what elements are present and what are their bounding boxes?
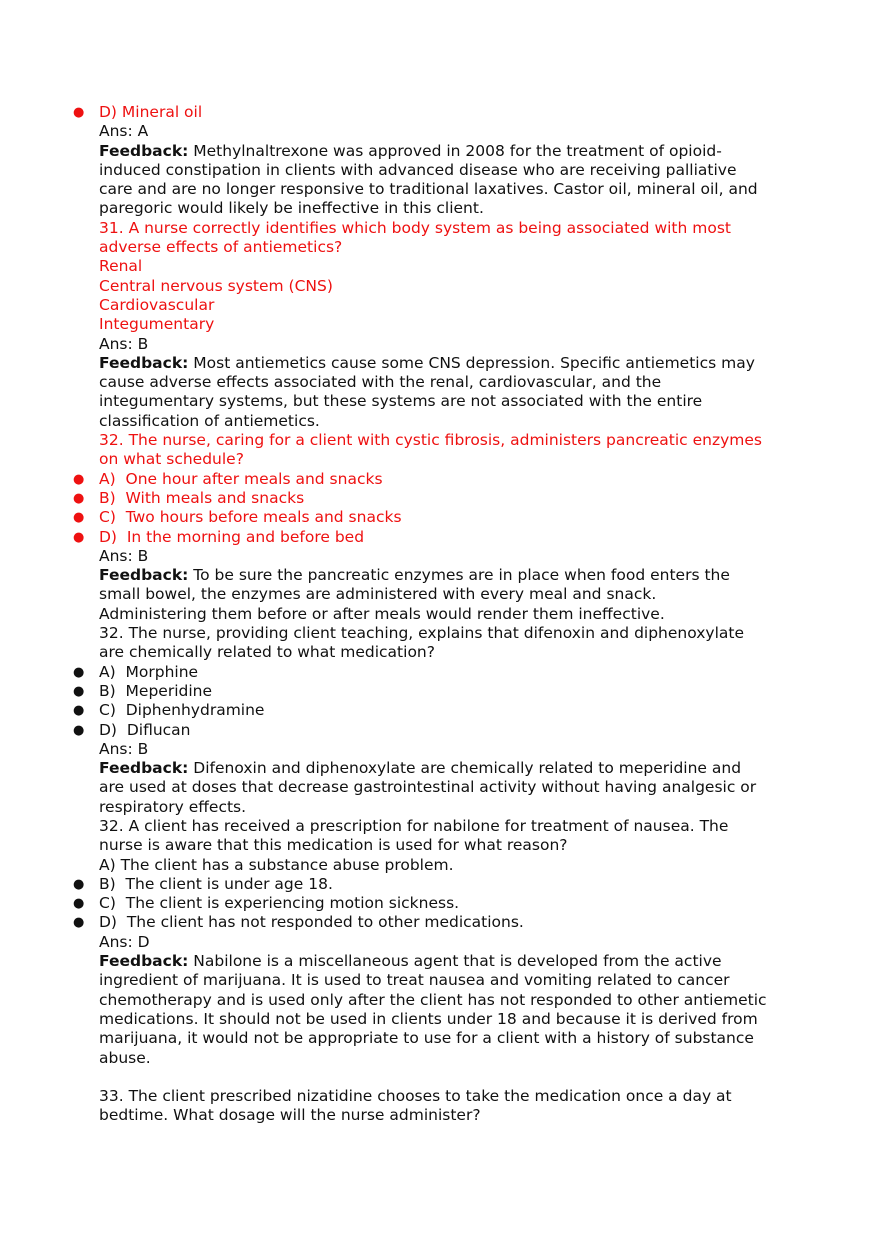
- q31-question-line-2: adverse effects of antiemetics?: [99, 238, 343, 257]
- q31-feedback-line-3: integumentary systems, but these systems are not associated with the entire: [99, 392, 703, 411]
- feedback-label: Feedback:: [99, 141, 189, 160]
- q32b-question-line-2: are chemically related to what medication?: [99, 643, 435, 662]
- feedback-label: Feedback:: [99, 952, 189, 971]
- q32a-option-a: ● A) One hour after meals and snacks: [99, 470, 799, 489]
- feedback-text: To be sure the pancreatic enzymes are in place when food enters the: [188, 566, 730, 585]
- blank-line: [99, 1068, 799, 1087]
- q32a-option-b: ● B) With meals and snacks: [99, 489, 799, 508]
- q30-answer: Ans: A: [99, 122, 149, 141]
- q33-question-line-1: 33. The client prescribed nizatidine chooses to take the medication once a day at: [99, 1087, 732, 1106]
- q32b-feedback-line-1: [99, 759, 799, 778]
- q31-option-1: Renal: [99, 257, 143, 276]
- q32c-feedback-line-1: [99, 952, 799, 971]
- q33-question-line-2: bedtime. What dosage will the nurse administer?: [99, 1106, 481, 1125]
- q32a-feedback-line-2: small bowel, the enzymes are administered with every meal and snack.: [99, 585, 657, 604]
- q32c-question-line-1: 32. A client has received a prescription for nabilone for treatment of nausea. The: [99, 816, 729, 835]
- q31-option-2: Central nervous system (CNS): [99, 276, 333, 295]
- feedback-text: Methylnaltrexone was approved in 2008 for the treatment of opioid-: [188, 141, 722, 160]
- q32c-option-b: ● B) The client is under age 18.: [99, 875, 799, 894]
- q32c-feedback-line-5: marijuana, it would not be appropriate to use for a client with a history of substance: [99, 1029, 754, 1048]
- q32a-answer: Ans: B: [99, 546, 149, 565]
- q32b-option-c: ● C) Diphenhydramine: [99, 701, 799, 720]
- q32a-option-d: ● D) In the morning and before bed: [99, 528, 799, 547]
- q32a-option-c: ● C) Two hours before meals and snacks: [99, 508, 799, 527]
- q32c-feedback-line-6: abuse.: [99, 1048, 151, 1067]
- feedback-text: Difenoxin and diphenoxylate are chemically related to meperidine and: [188, 759, 742, 778]
- q32c-feedback-line-3: chemotherapy and is used only after the client has not responded to other antiemetic: [99, 990, 767, 1009]
- q30-option-d: ● D) Mineral oil: [99, 103, 799, 122]
- q31-option-3: Cardiovascular: [99, 295, 215, 314]
- q30-feedback-line-1: [99, 142, 799, 161]
- feedback-label: Feedback:: [99, 353, 189, 372]
- q32a-feedback-line-3: Administering them before or after meals would render them ineffective.: [99, 604, 665, 623]
- q31-feedback-line-1: [99, 354, 799, 373]
- q32c-option-c: ● C) The client is experiencing motion sickness.: [99, 894, 799, 913]
- q30-feedback-line-4: paregoric would likely be ineffective in this client.: [99, 199, 484, 218]
- q32b-question-line-1: 32. The nurse, providing client teaching, explains that difenoxin and diphenoxylate: [99, 624, 745, 643]
- q30-feedback-line-3: care and are no longer responsive to traditional laxatives. Castor oil, mineral oil, and: [99, 180, 758, 199]
- feedback-text: Nabilone is a miscellaneous agent that is developed from the active: [188, 952, 722, 971]
- q32b-option-a: ● A) Morphine: [99, 663, 799, 682]
- q32c-option-a: A) The client has a substance abuse problem.: [99, 855, 454, 874]
- q32b-feedback-line-3: respiratory effects.: [99, 797, 247, 816]
- feedback-text: Most antiemetics cause some CNS depression. Specific antiemetics may: [188, 353, 755, 372]
- q32b-option-d: ● D) Diflucan: [99, 721, 799, 740]
- q32a-feedback-line-1: [99, 566, 799, 585]
- q32b-answer: Ans: B: [99, 739, 149, 758]
- q31-answer: Ans: B: [99, 334, 149, 353]
- q32c-answer: Ans: D: [99, 932, 150, 951]
- q32c-feedback-line-2: ingredient of marijuana. It is used to treat nausea and vomiting related to cancer: [99, 971, 730, 990]
- feedback-label: Feedback:: [99, 566, 189, 585]
- q31-question-line-1: 31. A nurse correctly identifies which body system as being associated with most: [99, 218, 731, 237]
- q32b-feedback-line-2: are used at doses that decrease gastrointestinal activity without having analgesic or: [99, 778, 757, 797]
- q30-feedback-line-2: induced constipation in clients with advanced disease who are receiving palliative: [99, 160, 737, 179]
- q31-feedback-line-4: classification of antiemetics.: [99, 411, 320, 430]
- document-content: [99, 103, 799, 1126]
- q31-option-4: Integumentary: [99, 315, 215, 334]
- q32c-question-line-2: nurse is aware that this medication is used for what reason?: [99, 836, 568, 855]
- q31-feedback-line-2: cause adverse effects associated with the renal, cardiovascular, and the: [99, 373, 662, 392]
- q32b-option-b: ● B) Meperidine: [99, 682, 799, 701]
- feedback-label: Feedback:: [99, 759, 189, 778]
- q32a-question-line-1: 32. The nurse, caring for a client with cystic fibrosis, administers pancreatic enzymes: [99, 431, 763, 450]
- q32c-feedback-line-4: medications. It should not be used in clients under 18 and because it is derived from: [99, 1009, 758, 1028]
- q32c-option-d: ● D) The client has not responded to other medications.: [99, 913, 799, 932]
- q32a-question-line-2: on what schedule?: [99, 450, 244, 469]
